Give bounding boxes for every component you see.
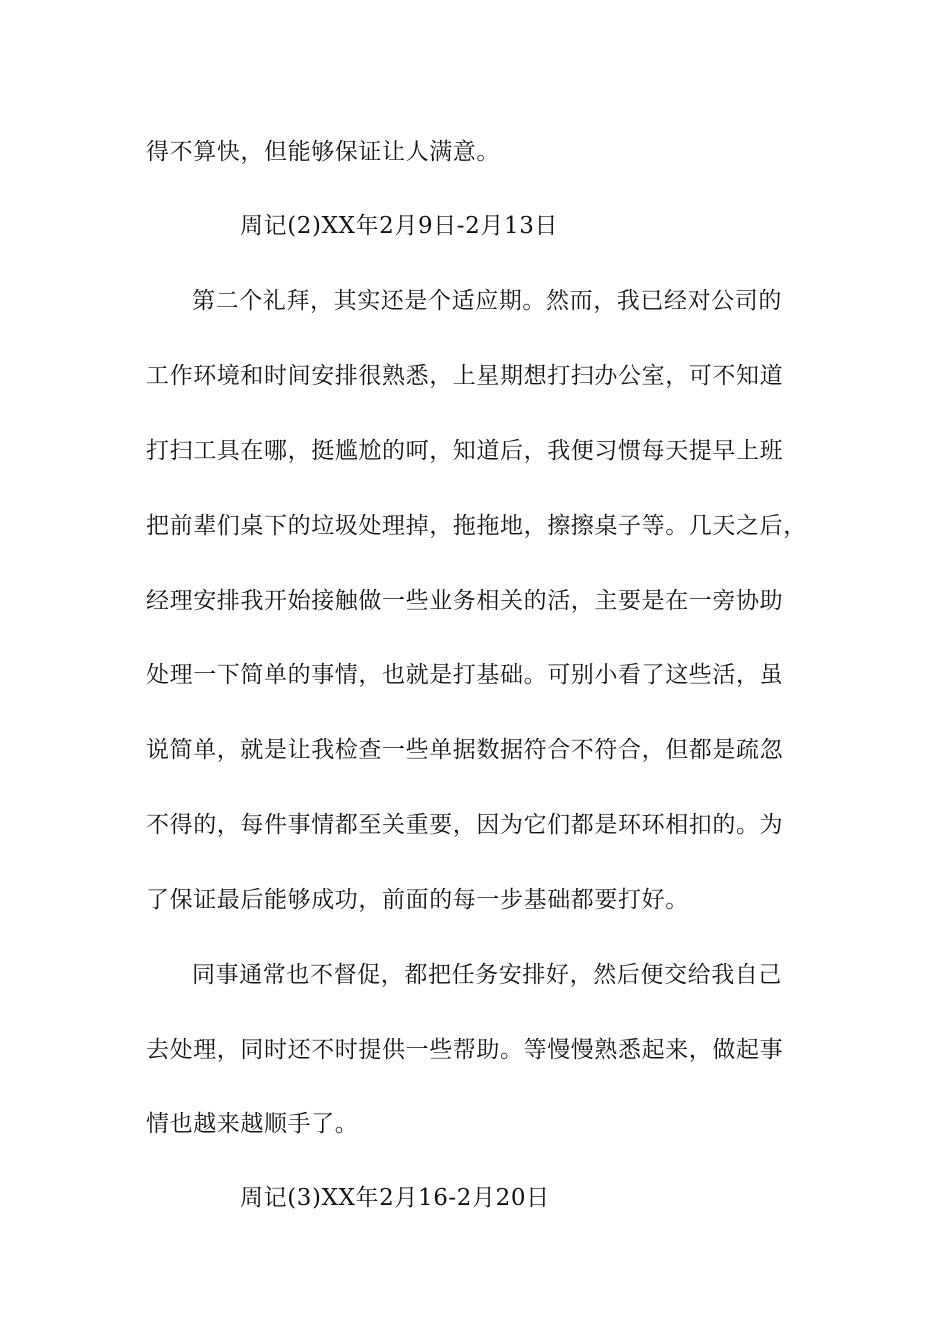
section-heading-week-2: 周记(2)XX年2月9日-2月13日 <box>240 213 559 239</box>
body-text-line: 说简单，就是让我检查一些单据数据符合不符合，但都是疏忽 <box>146 737 784 763</box>
body-text-line: 处理一下简单的事情，也就是打基础。可别小看了这些活，虽 <box>146 662 784 688</box>
body-text-line: 得不算快，但能够保证让人满意。 <box>146 139 500 165</box>
body-text-line: 工作环境和时间安排很熟悉，上星期想打扫办公室，可不知道 <box>146 363 784 389</box>
body-text-line: 去处理，同时还不时提供一些帮助。等慢慢熟悉起来，做起事 <box>146 1037 784 1063</box>
body-text-line: 情也越来越顺手了。 <box>146 1111 359 1137</box>
body-text-line: 不得的，每件事情都至关重要，因为它们都是环环相扣的。为 <box>146 812 784 838</box>
body-text-line: 第二个礼拜，其实还是个适应期。然而，我已经对公司的 <box>192 288 782 314</box>
body-text-line: 了保证最后能够成功，前面的每一步基础都要打好。 <box>146 887 689 913</box>
body-text-line: 同事通常也不督促，都把任务安排好，然后便交给我自己 <box>192 962 782 988</box>
section-heading-week-3: 周记(3)XX年2月16-2月20日 <box>240 1185 550 1211</box>
body-text-line: 经理安排我开始接触做一些业务相关的活，主要是在一旁协助 <box>146 588 784 614</box>
body-text-line: 打扫工具在哪，挺尴尬的呵，知道后，我便习惯每天提早上班 <box>146 438 784 464</box>
body-text-line: 把前辈们桌下的垃圾处理掉，拖拖地，擦擦桌子等。几天之后， <box>146 513 807 539</box>
